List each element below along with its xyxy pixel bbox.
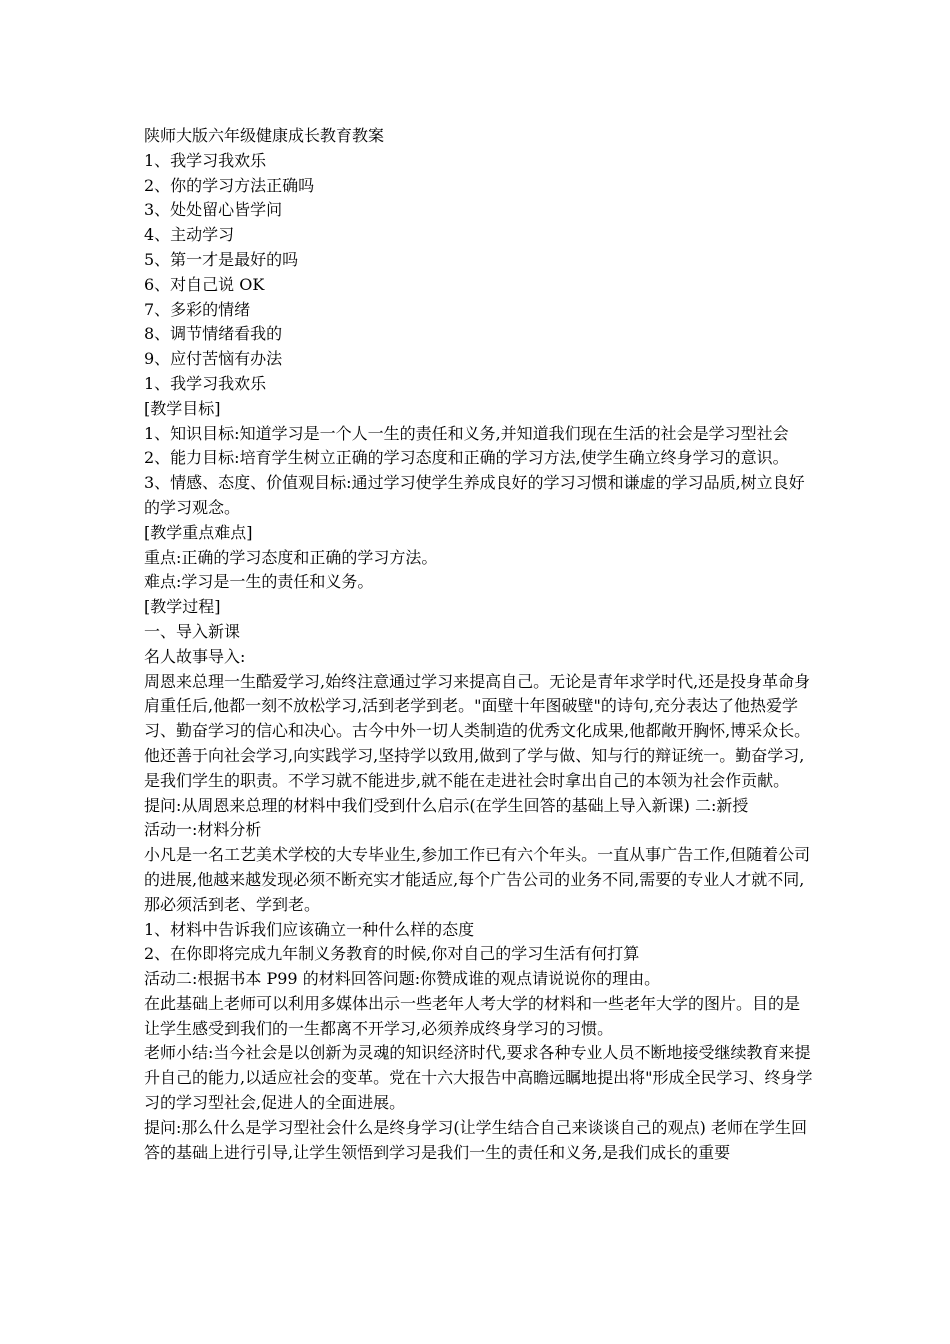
difficulty-text: 难点:学习是一生的责任和义务。 xyxy=(144,572,374,592)
keypoints-heading: [教学重点难点] xyxy=(144,522,253,542)
process-paragraph: 老师小结:当今社会是以创新为灵魂的知识经济时代,要求各种专业人员不断地接受继续教育来提升自己的能力,以适应社会的变革。党在十六大报告中高瞻远瞩地提出将"形成全民学习、终身学习的学习型社会,促进人的全面进展。 xyxy=(144,1043,813,1113)
document-page xyxy=(144,124,814,1165)
toc-item: 3、处处留心皆学问 xyxy=(144,200,283,220)
process-paragraph: 活动一:材料分析 xyxy=(144,820,262,840)
process-paragraph: 2、在你即将完成九年制义务教育的时候,你对自己的学习生活有何打算 xyxy=(144,944,640,964)
process-paragraph: 在此基础上老师可以利用多媒体出示一些老年人考大学的材料和一些老年大学的图片。目的是让学生感受到我们的一生都离不开学习,必须养成终身学习的习惯。 xyxy=(144,993,801,1038)
toc-item: 4、主动学习 xyxy=(144,225,235,245)
lesson-title: 1、我学习我欢乐 xyxy=(144,373,267,393)
toc-item: 8、调节情绪看我的 xyxy=(144,324,283,344)
toc-item: 1、我学习我欢乐 xyxy=(144,150,267,170)
document-title: 陕师大版六年级健康成长教育教案 xyxy=(144,126,385,145)
toc-item: 2、你的学习方法正确吗 xyxy=(144,175,315,195)
process-paragraph: 名人故事导入: xyxy=(144,646,246,666)
process-paragraph: 1、材料中告诉我们应该确立一种什么样的态度 xyxy=(144,919,475,939)
toc-item: 5、第一才是最好的吗 xyxy=(144,249,299,269)
process-paragraph: 周恩来总理一生酷爱学习,始终注意通过学习来提高自己。无论是青年求学时代,还是投身革命身肩重任后,他都一刻不放松学习,活到老学到老。"面壁十年图破壁"的诗句,充分表达了他热爱学习、勤奋学习的信心和决心。古今中外一切人类制造的优秀文化成果,他都敞开胸怀,博采众长。他还善于向社会学习,向实践学习,坚持学以致用,做到了学与做、知与行的辩证统一。勤奋学习,是我们学生的职责。不学习就不能进步,就不能在走进社会时拿出自己的本领为社会作贡献。 xyxy=(144,671,811,790)
process-paragraph: 提问:那么什么是学习型社会什么是终身学习(让学生结合自己来谈谈自己的观点) 老师在学生回答的基础上进行引导,让学生领悟到学习是我们一生的责任和义务,是我们成长的重要 xyxy=(144,1117,807,1162)
toc-item: 7、多彩的情绪 xyxy=(144,299,251,319)
goals-heading: [教学目标] xyxy=(144,398,221,418)
goal-paragraph: 2、能力目标:培育学生树立正确的学习态度和正确的学习方法,使学生确立终身学习的意识。 xyxy=(144,448,789,468)
goal-paragraph: 1、知识目标:知道学习是一个人一生的责任和义务,并知道我们现在生活的社会是学习型社会 xyxy=(144,423,789,443)
process-paragraph: 活动二:根据书本 P99 的材料回答问题:你赞成谁的观点请说说你的理由。 xyxy=(144,969,661,989)
goal-paragraph: 3、情感、态度、价值观目标:通过学习使学生养成良好的学习习惯和谦虚的学习品质,树立良好的学习观念。 xyxy=(144,473,805,517)
table-of-contents xyxy=(144,149,814,372)
toc-item: 9、应付苦恼有办法 xyxy=(144,349,283,369)
process-heading: [教学过程] xyxy=(144,597,221,617)
keypoint-text: 重点:正确的学习态度和正确的学习方法。 xyxy=(144,547,438,567)
process-paragraph: 小凡是一名工艺美术学校的大专毕业生,参加工作已有六个年头。一直从事广告工作,但随着公司的进展,他越来越发现必须不断充实才能适应,每个广告公司的业务不同,需要的专业人才就不同,那必须活到老、学到老。 xyxy=(144,845,811,914)
process-paragraph: 一、导入新课 xyxy=(144,621,241,641)
process-paragraph: 提问:从周恩来总理的材料中我们受到什么启示(在学生回答的基础上导入新课) 二:新授 xyxy=(144,795,749,815)
toc-item: 6、对自己说 OK xyxy=(144,274,265,294)
